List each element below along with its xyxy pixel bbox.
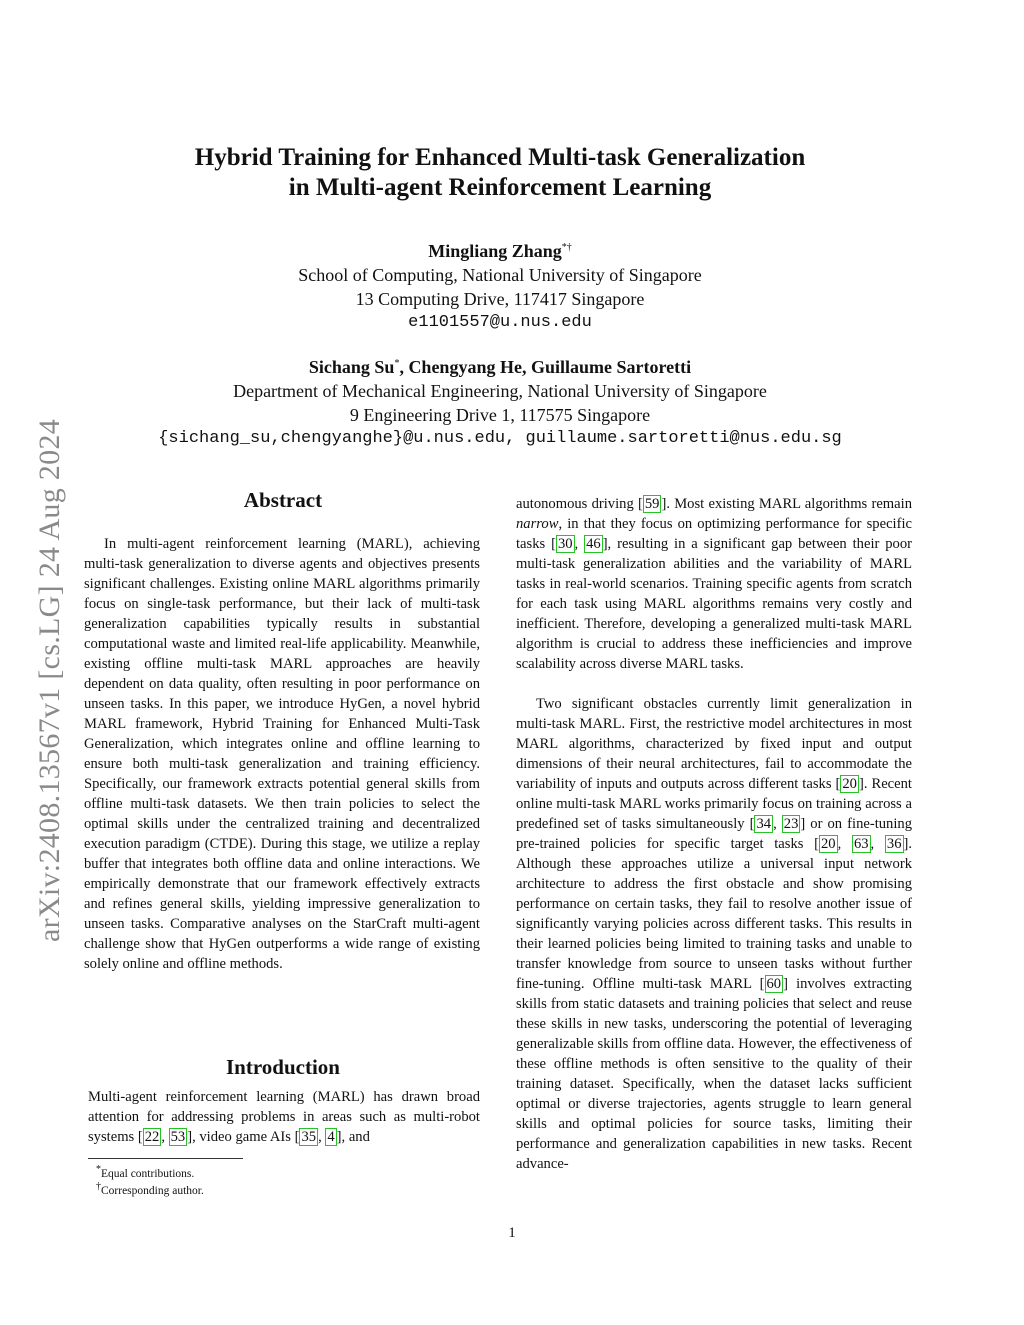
introduction-paragraph-1: Multi-agent reinforcement learning (MARL) has drawn broad attention for addressing problems in areas such as multi-robot systems [ 22 , 53 ], video game AIs [ 35 , 4 ], and	[88, 1089, 480, 1145]
right-column-paragraph-1: autonomous driving [ 59 ]. Most existing MARL algorithms remain narrow, in that they focus on optimizing performance for specific tasks [ 30 , 46 ], resulting in a significant gap between their poor multi-task generalization abilities and the variability of MARL tasks in real-world scenarios. Training specific agents from scratch for each task using MARL algorithms remains very costly and inefficient. Therefore, developing a generalized multi-task MARL algorithm is crucial to address these inefficiencies and improve scalability across diverse MARL tasks.	[516, 496, 913, 672]
citation-link[interactable]: 22	[144, 1129, 160, 1145]
citation-link[interactable]: 36	[886, 836, 902, 852]
abstract-heading: Abstract	[243, 488, 323, 512]
citation-link[interactable]: 46	[586, 536, 601, 552]
authors-affiliation: Department of Mechanical Engineering, National University of Singapore	[233, 381, 767, 401]
page-number: 1	[508, 1225, 516, 1241]
citation-link[interactable]: 60	[766, 976, 782, 992]
author-names-rest: , Chengyang He, Guillaume Sartoretti	[399, 357, 692, 377]
citation-link[interactable]: 30	[557, 536, 573, 552]
author-names-line	[80, 352, 920, 379]
citation-link[interactable]: 34	[756, 816, 772, 832]
citation-link[interactable]: 4	[327, 1129, 335, 1145]
citation-link[interactable]: 35	[301, 1129, 317, 1145]
citation-link[interactable]: 53	[170, 1129, 186, 1145]
author-email: e1101557@u.nus.edu	[408, 313, 592, 332]
author-address: 13 Computing Drive, 117417 Singapore	[355, 289, 645, 309]
author-mark-su: *	[394, 358, 400, 369]
authors-address: 9 Engineering Drive 1, 117575 Singapore	[349, 405, 651, 425]
citation-link[interactable]: 63	[853, 836, 869, 852]
abstract-text: In multi-agent reinforcement learning (MARL), achieving multi-task generalization to diverse agents and objectives presents significant challenges. Existing online MARL algorithms primarily focus on single-task performance, but their lack of multi-task generalization capabilities typically results in substantial computational waste and limited real-life applicability. Meanwhile, existing offline multi-task MARL approaches are heavily dependent on data quality, often resulting in poor performance on unseen tasks. In this paper, we introduce HyGen, a novel hybrid MARL framework, Hybrid Training for Enhanced Multi-Task Generalization, which integrates online and offline learning to ensure both multi-task generalization and training efficiency. Specifically, our framework extracts potential general skills from offline multi-task datasets. We then train policies to select the optimal skills under the centralized training and decentralized execution paradigm (CTDE). During this stage, we utilize a replay buffer that integrates both offline data and online interactions. We empirically demonstrate that our framework effectively extracts and refines general skills, yielding impressive generalization to unseen tasks. Comparative analyses on the StarCraft multi-agent challenge show that HyGen outperforms a wide range of existing solely online and offline methods.	[84, 536, 480, 972]
paper-title-line-1: Hybrid Training for Enhanced Multi-task Generalization	[194, 144, 806, 171]
footnote-corresponding-author: †Corresponding author.	[96, 1181, 204, 1197]
footnote-equal-contribution: *Equal contributions.	[96, 1164, 195, 1180]
citation-link[interactable]: 59	[644, 496, 660, 512]
author-marks: *†	[561, 242, 572, 253]
right-column-paragraph-2: Two significant obstacles currently limit generalization in multi-task MARL. First, the restrictive model architectures in most MARL algorithms, characterized by fixed input and output dimensions of their neural architectures, fail to accommodate the variability of inputs and outputs across different tasks [ 20 ]. Recent online multi-task MARL works primarily focus on training across a predefined set of tasks simultaneously [ 34 , 23 ] or on fine-tuning pre-trained policies for specific target tasks [ 20 , 63 , 36 ]. Although these approaches utilize a universal input network architecture to address the first obstacle and show promising performance on certain tasks, they fail to resolve another issue of significantly varying policies across different tasks. This results in their learned policies being limited to training tasks and unable to transfer knowledge from source to unseen tasks without further fine-tuning. Offline multi-task MARL [ 60 ] involves extracting skills from static datasets and training policies that select and reuse these skills in new tasks, underscoring the potential of leveraging generalizable skills from offline data. However, the effectiveness of these offline methods is often sensitive to the quality of their training dataset. Specifically, when the dataset lacks sufficient optimal or diverse trajectories, agents struggle to learn general skills and optimal policies for source tasks, limiting their performance and generalization capabilities in new tasks. Recent advance-	[516, 696, 913, 1172]
arxiv-identifier-stamp: arXiv:2408.13567v1 [cs.LG] 24 Aug 2024	[33, 418, 66, 942]
authors-emails: {sichang_su,chengyanghe}@u.nus.edu, guillaume.sartoretti@nus.edu.sg	[158, 429, 842, 448]
citation-link[interactable]: 23	[783, 816, 799, 832]
citation-link[interactable]: 20	[821, 836, 836, 852]
author-name-line	[80, 236, 920, 263]
author-name: Mingliang Zhang	[428, 241, 562, 261]
author-block-2	[80, 352, 920, 451]
citation-link[interactable]: 20	[842, 776, 857, 792]
introduction-heading: Introduction	[226, 1055, 340, 1079]
author-affiliation: School of Computing, National University of Singapore	[298, 265, 702, 285]
footnote-divider	[88, 1158, 243, 1159]
author-name-su: Sichang Su	[308, 357, 395, 377]
paper-title	[100, 143, 900, 203]
paper-title-line-2: in Multi-agent Reinforcement Learning	[288, 174, 712, 201]
author-block-1	[80, 236, 920, 335]
